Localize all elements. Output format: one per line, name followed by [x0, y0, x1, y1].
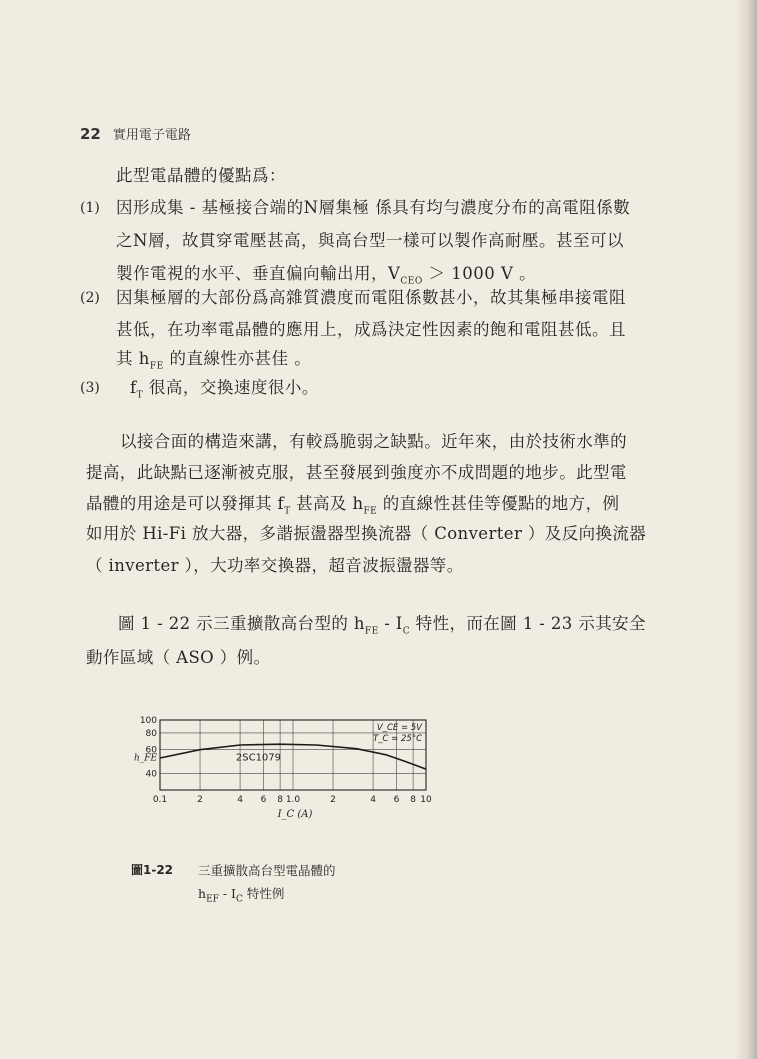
- item-text-line: 製作電視的水平、垂直偏向輸出用，$V_{CEO} > 1000$ V 。: [116, 264, 537, 287]
- x-tick-label: 0.1: [152, 795, 168, 805]
- series-label: 2SC1079: [235, 752, 282, 764]
- intro-line: 此型電晶體的優點爲：: [116, 166, 286, 185]
- test-condition-label: V_CE = 5V: [376, 723, 422, 733]
- x-tick-label: 2: [197, 795, 203, 805]
- y-tick-label: 80: [145, 728, 157, 739]
- y-axis-label: h_FE: [134, 753, 158, 764]
- paragraph-line: 動作區域（ ASO ）例。: [86, 648, 271, 667]
- x-tick-label: 8: [410, 795, 416, 805]
- paragraph-line: 以接合面的構造來講，有較爲脆弱之缺點。近年來，由於技術水準的: [120, 432, 627, 451]
- figure-caption-title: 三重擴散高台型電晶體的: [198, 863, 336, 878]
- item-text-line: $f_T$ 很高，交換速度很小。: [130, 378, 319, 401]
- x-tick-label: 10: [420, 795, 432, 805]
- page-number: 22: [80, 125, 101, 143]
- paragraph-line: （ inverter ），大功率交換器，超音波振盪器等。: [86, 556, 464, 575]
- book-title: 實用電子電路: [112, 128, 191, 143]
- x-axis-label: I_C (A): [277, 809, 313, 820]
- paragraph-line: 如用於 Hi-Fi 放大器，多諧振盪器型換流器（ Converter ）及反向換流器: [86, 524, 647, 543]
- paragraph-line: 提高，此缺點已逐漸被克服，甚至發展到強度亦不成問題的地步。此型電: [86, 463, 627, 482]
- item-number: (3): [80, 380, 100, 396]
- y-tick-label: 60: [145, 745, 157, 756]
- y-tick-label: 40: [145, 769, 157, 780]
- x-tick-label: 8: [277, 795, 283, 805]
- x-tick-label: 6: [393, 795, 400, 805]
- hfe-ic-chart: [126, 712, 446, 832]
- x-tick-label: 4: [370, 795, 376, 805]
- x-tick-label: 1.0: [285, 795, 301, 805]
- item-text-line: 之N層，故貫穿電壓甚高，與高台型一樣可以製作高耐壓。甚至可以: [116, 231, 624, 250]
- x-tick-label: 6: [260, 795, 267, 805]
- page-edge-shadow: [735, 0, 757, 1059]
- item-text-line: 因形成集 - 基極接合端的N層集極 係具有均勻濃度分布的高電阻係數: [116, 198, 631, 217]
- paragraph-line: 晶體的用途是可以發揮其 $f_T$ 甚高及 $h_{FE}$ 的直線性甚佳等優點的地方，例: [86, 494, 620, 517]
- item-number: (1): [80, 200, 100, 216]
- x-tick-label: 2: [330, 795, 336, 805]
- figure-caption-subtitle: $h_{EF} - I_C$ 特性例: [198, 886, 285, 905]
- item-text-line: 其 $h_{FE}$ 的直線性亦甚佳 。: [116, 349, 312, 372]
- paragraph-line: 圖 1 - 22 示三重擴散高台型的 $h_{FE} - I_C$ 特性，而在圖 1 - 23 示其安全: [118, 614, 646, 637]
- item-number: (2): [80, 290, 100, 306]
- running-header: [80, 124, 191, 143]
- item-text-line: 因集極層的大部份爲高雜質濃度而電阻係數甚小，故其集極串接電阻: [116, 288, 626, 307]
- y-tick-label: 100: [139, 716, 157, 726]
- item-text-line: 甚低，在功率電晶體的應用上，成爲決定性因素的飽和電阻甚低。且: [116, 320, 626, 339]
- x-tick-label: 4: [237, 795, 243, 805]
- test-condition-label: T_C = 25°C: [373, 734, 422, 744]
- figure-label: 圖1-22: [131, 863, 174, 877]
